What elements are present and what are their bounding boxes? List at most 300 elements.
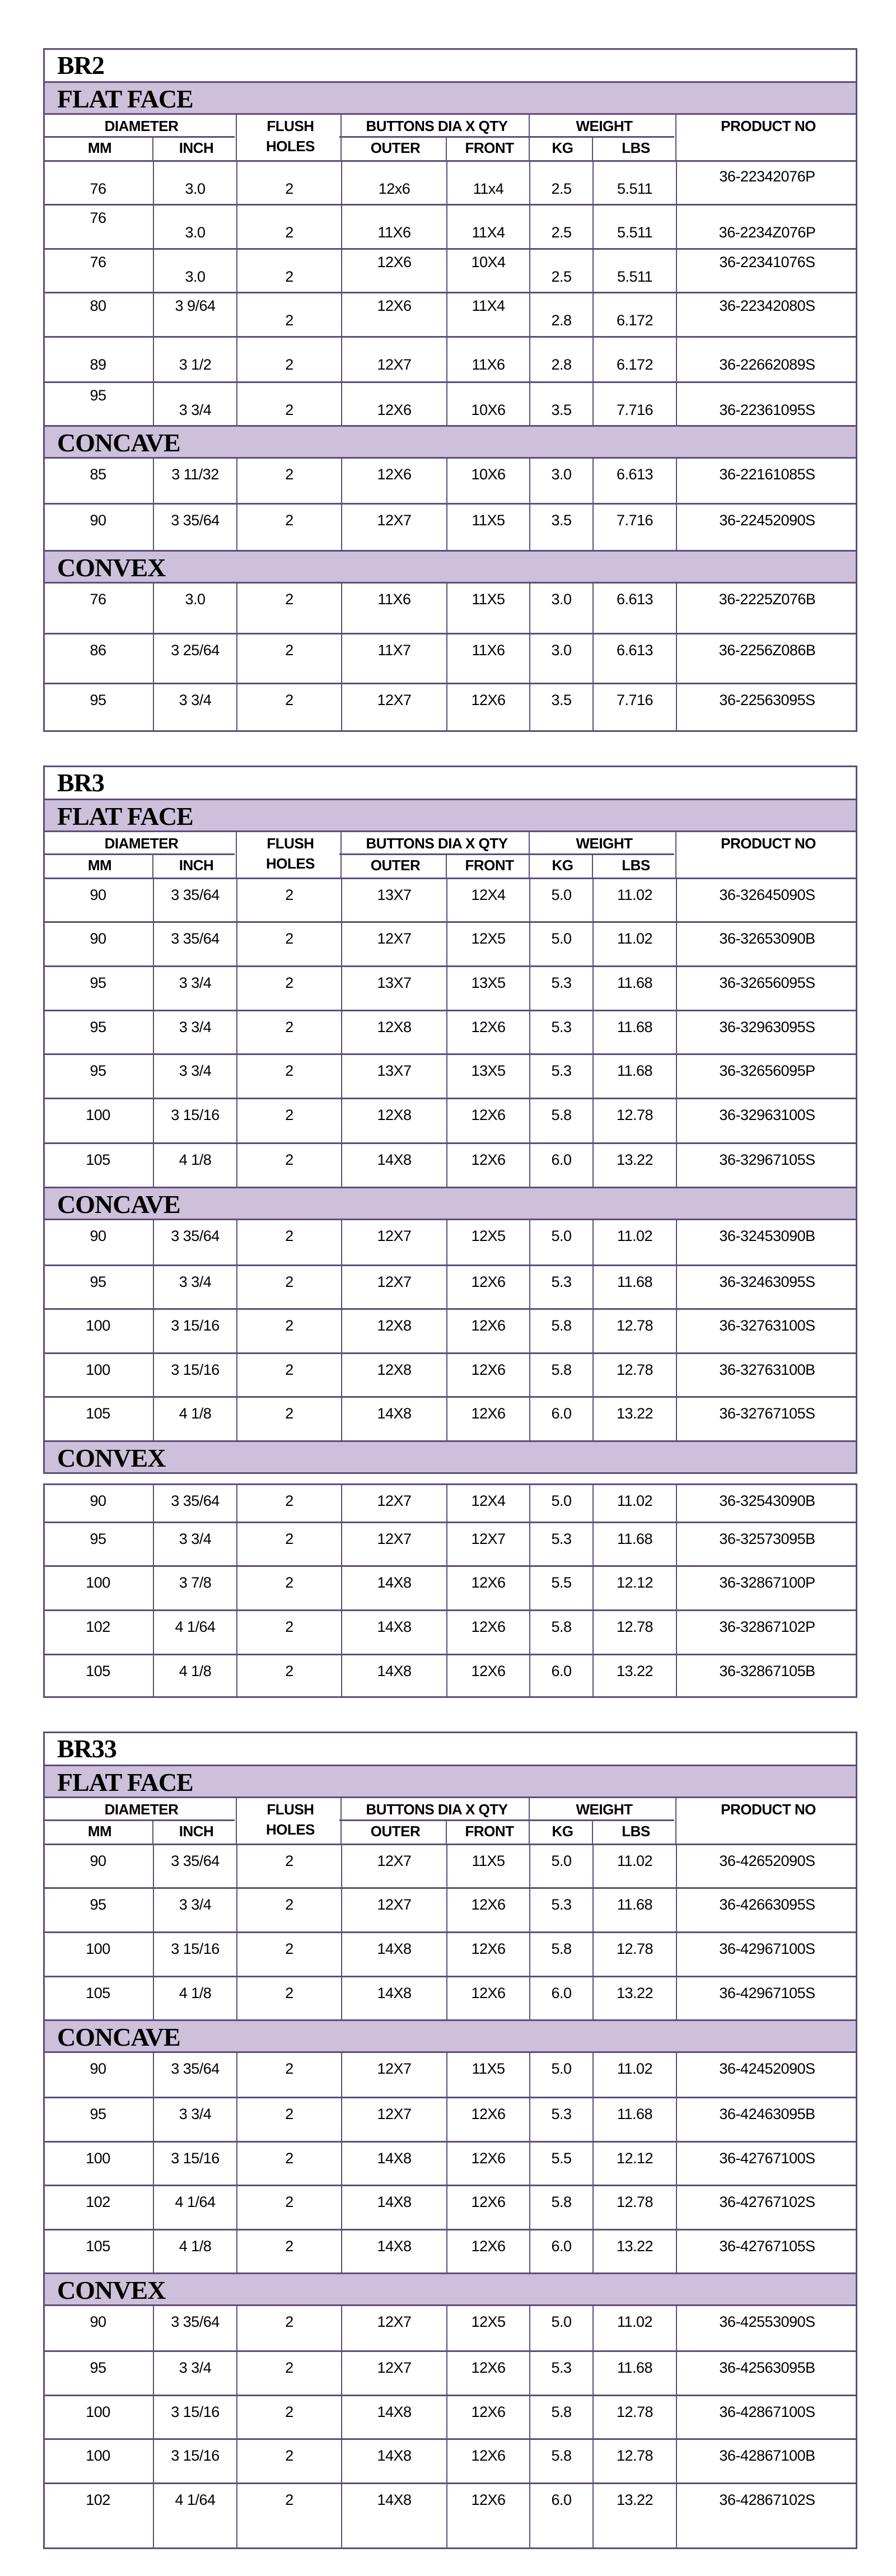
- cell-flush-holes: 2: [236, 1933, 341, 1976]
- column-header: [43, 832, 857, 878]
- cell-inch: 3.0: [153, 584, 236, 633]
- cell-lbs: 12.12: [592, 2143, 676, 2185]
- header-divider: [339, 136, 528, 138]
- cell-product-no: 36-22361095S: [676, 383, 857, 425]
- cell-outer: 12X6: [341, 250, 446, 292]
- cell-lbs: 12.78: [592, 1933, 676, 1976]
- cell-inch: 3 15/16: [153, 1933, 236, 1976]
- cell-front: 11X5: [446, 505, 529, 550]
- cell-kg: 5.8: [529, 2440, 592, 2482]
- cell-front: 13X5: [446, 967, 529, 1010]
- cell-inch: 3 3/4: [153, 967, 236, 1010]
- cell-product-no: 36-32867100P: [676, 1567, 857, 1609]
- cell-lbs: 11.68: [592, 2098, 676, 2141]
- cell-product-no: 36-22563095S: [676, 684, 857, 730]
- section-band-convex: [43, 2272, 857, 2306]
- cell-front: 12X6: [446, 1398, 529, 1440]
- cell-outer: 12X7: [341, 2053, 446, 2097]
- cell-outer: 14X8: [341, 2440, 446, 2482]
- table-row: [43, 2482, 857, 2549]
- cell-mm: 100: [86, 1107, 110, 1123]
- cell-outer: 14X8: [341, 1567, 446, 1609]
- cell-outer: 12X7: [341, 2098, 446, 2141]
- cell-mm: 90: [90, 930, 106, 947]
- cell-inch: 3 3/4: [153, 1889, 236, 1931]
- cell-flush-holes: 2: [236, 1523, 341, 1565]
- cell-flush-holes: 2: [236, 2230, 341, 2272]
- cell-product-no: 36-32453090B: [676, 1220, 857, 1264]
- cell-kg: 5.5: [529, 1567, 592, 1609]
- cell-outer: 13X7: [341, 967, 446, 1010]
- cell-product-no: 36-42463095B: [676, 2098, 857, 2141]
- cell-flush-holes: 2: [236, 1485, 341, 1522]
- cell-front: 12X6: [446, 1310, 529, 1352]
- cell-inch: 4 1/8: [153, 1398, 236, 1440]
- cell-flush-holes: 2: [236, 1310, 341, 1352]
- table-row: [43, 459, 857, 503]
- cell-mm: 95: [90, 387, 106, 404]
- cell-flush-holes: 2: [236, 634, 341, 683]
- cell-inch: 3 35/64: [153, 923, 236, 965]
- header-divider: [339, 1819, 528, 1821]
- cell-mm: 102: [86, 2491, 110, 2508]
- header-mm: MM: [87, 1823, 112, 1840]
- table-row: [43, 381, 857, 425]
- cell-outer: 14X8: [341, 1655, 446, 1696]
- header-lbs: LBS: [622, 857, 650, 874]
- cell-inch: 3 3/4: [153, 1523, 236, 1565]
- cell-outer: 11X6: [341, 584, 446, 633]
- header-weight: WEIGHT: [576, 1801, 633, 1818]
- header-divider: [446, 855, 447, 878]
- cell-product-no: 36-32656095S: [676, 967, 857, 1010]
- cell-front: 11X4: [446, 293, 529, 336]
- cell-flush-holes: 2: [236, 2186, 341, 2229]
- cell-front: 11x4: [446, 162, 529, 204]
- cell-inch: 4 1/64: [153, 1611, 236, 1654]
- table-row: [43, 2053, 857, 2097]
- cell-flush-holes: 2: [236, 505, 341, 550]
- table-title-row: [43, 766, 857, 799]
- cell-front: 12X6: [446, 1567, 529, 1609]
- cell-inch: 3 15/16: [153, 1354, 236, 1396]
- cell-lbs: 12.78: [592, 2396, 676, 2438]
- cell-front: 12X6: [446, 2396, 529, 2438]
- header-front: FRONT: [465, 139, 514, 156]
- cell-flush-holes: 2: [236, 162, 341, 204]
- table-row: [43, 1654, 857, 1698]
- cell-kg: 2.8: [529, 338, 592, 381]
- cell-flush-holes: 2: [236, 2352, 341, 2395]
- table-row: [43, 584, 857, 633]
- spec-table-br3: [43, 766, 857, 1698]
- header-divider: [446, 1821, 447, 1844]
- header-divider: [528, 853, 674, 855]
- cell-outer: 12X7: [341, 684, 446, 730]
- cell-inch: 3 1/2: [153, 338, 236, 381]
- section-band-concave: [43, 425, 857, 459]
- cell-kg: 3.5: [529, 505, 592, 550]
- cell-mm: 90: [90, 886, 106, 903]
- cell-product-no: 36-2234Z076P: [676, 206, 857, 248]
- cell-front: 11X5: [446, 1845, 529, 1887]
- header-flush: FLUSH: [267, 1801, 314, 1818]
- cell-lbs: 13.22: [592, 1398, 676, 1440]
- cell-inch: 3 3/4: [153, 1266, 236, 1308]
- cell-product-no: 36-32867102P: [676, 1611, 857, 1654]
- section-band-convex: [43, 550, 857, 584]
- cell-front: 12X6: [446, 1144, 529, 1187]
- cell-flush-holes: 2: [236, 584, 341, 633]
- cell-lbs: 13.22: [592, 1144, 676, 1187]
- cell-outer: 12X7: [341, 1485, 446, 1522]
- table-title: BR2: [57, 51, 104, 80]
- cell-flush-holes: 2: [236, 923, 341, 965]
- cell-front: 12X6: [446, 2230, 529, 2272]
- cell-inch: 3 15/16: [153, 1310, 236, 1352]
- table-title: BR3: [57, 768, 104, 797]
- cell-front: 12X6: [446, 2186, 529, 2229]
- table-row: [43, 1565, 857, 1609]
- cell-front: 11X6: [446, 338, 529, 381]
- section-band-flat-face: [43, 799, 857, 832]
- header-kg: KG: [552, 1823, 573, 1840]
- cell-outer: 12X7: [341, 1523, 446, 1565]
- cell-lbs: 6.613: [592, 584, 676, 633]
- cell-kg: 5.3: [529, 1889, 592, 1931]
- cell-kg: 6.0: [529, 1398, 592, 1440]
- cell-mm: 95: [90, 2359, 106, 2376]
- cell-outer: 12X8: [341, 1354, 446, 1396]
- table-row: [43, 683, 857, 732]
- cell-kg: 5.3: [529, 2098, 592, 2141]
- cell-inch: 3 35/64: [153, 505, 236, 550]
- table-row: [43, 1010, 857, 1053]
- cell-mm: 90: [90, 512, 106, 529]
- cell-product-no: 36-22161085S: [676, 459, 857, 503]
- cell-kg: 5.3: [529, 1055, 592, 1098]
- cell-outer: 12X7: [341, 1266, 446, 1308]
- cell-lbs: 5.511: [592, 250, 676, 292]
- cell-product-no: 36-42967100S: [676, 1933, 857, 1976]
- cell-lbs: 13.22: [592, 2484, 676, 2547]
- cell-front: 12X6: [446, 1933, 529, 1976]
- cell-mm: 95: [90, 1530, 106, 1547]
- table-row: [43, 633, 857, 683]
- table-row: [43, 2229, 857, 2272]
- cell-outer: 12X7: [341, 1889, 446, 1931]
- table-title: BR33: [57, 1734, 116, 1763]
- table-row: [43, 1522, 857, 1565]
- cell-product-no: 36-22662089S: [676, 338, 857, 381]
- table-row: [43, 1352, 857, 1396]
- section-title: CONVEX: [57, 553, 166, 582]
- cell-kg: 5.0: [529, 1845, 592, 1887]
- cell-inch: 3 35/64: [153, 2306, 236, 2350]
- cell-outer: 12X7: [341, 1220, 446, 1264]
- header-kg: KG: [552, 857, 573, 874]
- cell-lbs: 11.02: [592, 2306, 676, 2350]
- cell-mm: 85: [90, 466, 106, 483]
- cell-kg: 2.8: [529, 293, 592, 336]
- table-row: [43, 1053, 857, 1098]
- header-divider: [152, 1821, 153, 1844]
- header-weight: WEIGHT: [576, 118, 633, 134]
- table-row: [43, 503, 857, 550]
- cell-kg: 6.0: [529, 2230, 592, 2272]
- section-title: CONVEX: [57, 2276, 166, 2304]
- cell-outer: 14X8: [341, 2484, 446, 2547]
- header-divider: [446, 137, 447, 160]
- cell-kg: 2.5: [529, 162, 592, 204]
- cell-lbs: 12.78: [592, 2440, 676, 2482]
- cell-outer: 12X6: [341, 383, 446, 425]
- section-title: CONCAVE: [57, 428, 180, 457]
- cell-product-no: 36-32963100S: [676, 1099, 857, 1142]
- header-product-no: PRODUCT NO: [721, 835, 816, 852]
- cell-mm: 105: [86, 2238, 110, 2255]
- cell-lbs: 11.68: [592, 1266, 676, 1308]
- header-holes: HOLES: [265, 1821, 315, 1838]
- table-row: [43, 2350, 857, 2395]
- cell-front: 12X7: [446, 1523, 529, 1565]
- cell-front: 12X6: [446, 2352, 529, 2395]
- cell-product-no: 36-32763100B: [676, 1354, 857, 1396]
- table-row: [43, 965, 857, 1010]
- cell-mm: 95: [90, 1062, 106, 1079]
- header-inch: INCH: [179, 1823, 214, 1840]
- cell-flush-holes: 2: [236, 2484, 341, 2547]
- cell-product-no: 36-42867100S: [676, 2396, 857, 2438]
- column-header: [43, 1798, 857, 1844]
- header-divider: [339, 853, 528, 855]
- cell-mm: 95: [90, 2106, 106, 2122]
- cell-product-no: 36-32767105S: [676, 1398, 857, 1440]
- header-buttons: BUTTONS DIA X QTY: [366, 118, 508, 134]
- cell-mm: 102: [86, 1618, 110, 1635]
- cell-outer: 13X7: [341, 879, 446, 921]
- header-flush: FLUSH: [267, 118, 314, 134]
- cell-kg: 5.8: [529, 1933, 592, 1976]
- cell-outer: 14X8: [341, 2186, 446, 2229]
- cell-front: 12X6: [446, 2098, 529, 2141]
- cell-flush-holes: 2: [236, 1611, 341, 1654]
- spec-table-br2: [43, 48, 857, 732]
- cell-flush-holes: 2: [236, 1144, 341, 1187]
- section-title: CONCAVE: [57, 1190, 180, 1219]
- cell-mm: 102: [86, 2194, 110, 2210]
- cell-mm: 76: [90, 209, 106, 226]
- header-divider: [675, 115, 676, 160]
- section-band-concave: [43, 1187, 857, 1220]
- cell-front: 10X4: [446, 250, 529, 292]
- column-header: [43, 115, 857, 160]
- cell-outer: 14X8: [341, 2230, 446, 2272]
- cell-front: 12X6: [446, 2440, 529, 2482]
- cell-product-no: 36-22342080S: [676, 293, 857, 336]
- header-inch: INCH: [179, 139, 214, 156]
- section-band-flat-face: [43, 1765, 857, 1798]
- table-row: [43, 1220, 857, 1264]
- cell-front: 12X6: [446, 684, 529, 730]
- cell-product-no: 36-42563095B: [676, 2352, 857, 2395]
- table-row: [43, 160, 857, 204]
- cell-kg: 5.0: [529, 879, 592, 921]
- cell-front: 12X6: [446, 1977, 529, 2019]
- cell-front: 12X6: [446, 1011, 529, 1053]
- cell-front: 12X5: [446, 1220, 529, 1264]
- cell-kg: 5.8: [529, 1611, 592, 1654]
- cell-product-no: 36-32763100S: [676, 1310, 857, 1352]
- cell-inch: 3 3/4: [153, 2352, 236, 2395]
- cell-kg: 5.8: [529, 1354, 592, 1396]
- cell-mm: 100: [86, 1940, 110, 1957]
- cell-flush-holes: 2: [236, 1011, 341, 1053]
- cell-outer: 14X8: [341, 1144, 446, 1187]
- table-row: [43, 878, 857, 921]
- cell-flush-holes: 2: [236, 1567, 341, 1609]
- table-row: [43, 248, 857, 292]
- section-title: FLAT FACE: [57, 85, 193, 113]
- cell-outer: 11X7: [341, 634, 446, 683]
- cell-kg: 5.0: [529, 923, 592, 965]
- header-front: FRONT: [465, 857, 514, 874]
- cell-flush-holes: 2: [236, 2098, 341, 2141]
- cell-flush-holes: 2: [236, 1398, 341, 1440]
- cell-lbs: 11.68: [592, 1055, 676, 1098]
- cell-mm: 95: [90, 974, 106, 991]
- cell-front: 12X4: [446, 1485, 529, 1522]
- section-title: CONCAVE: [57, 2023, 180, 2051]
- table-row: [43, 2097, 857, 2141]
- section-title: CONVEX: [57, 1444, 166, 1472]
- cell-mm: 95: [90, 1896, 106, 1913]
- cell-inch: 4 1/8: [153, 1977, 236, 2019]
- cell-front: 12X6: [446, 1655, 529, 1696]
- cell-lbs: 11.02: [592, 879, 676, 921]
- cell-lbs: 11.02: [592, 1485, 676, 1522]
- cell-mm: 76: [90, 591, 106, 608]
- cell-kg: 6.0: [529, 1144, 592, 1187]
- cell-lbs: 12.78: [592, 1354, 676, 1396]
- cell-kg: 6.0: [529, 1977, 592, 2019]
- cell-outer: 13X7: [341, 1055, 446, 1098]
- cell-product-no: 36-42867102S: [676, 2484, 857, 2547]
- cell-outer: 12X8: [341, 1011, 446, 1053]
- header-divider: [592, 1821, 593, 1844]
- cell-lbs: 5.511: [592, 162, 676, 204]
- table-row: [43, 2141, 857, 2185]
- cell-kg: 5.0: [529, 2053, 592, 2097]
- cell-front: 12X6: [446, 2484, 529, 2547]
- header-buttons: BUTTONS DIA X QTY: [366, 1801, 508, 1818]
- table-row: [43, 1264, 857, 1308]
- cell-front: 12X5: [446, 923, 529, 965]
- cell-flush-holes: 2: [236, 250, 341, 292]
- header-divider: [236, 1798, 237, 1844]
- cell-lbs: 6.613: [592, 634, 676, 683]
- cell-inch: 3 3/4: [153, 2098, 236, 2141]
- cell-flush-holes: 2: [236, 1889, 341, 1931]
- cell-lbs: 7.716: [592, 383, 676, 425]
- cell-lbs: 12.78: [592, 1310, 676, 1352]
- cell-lbs: 6.172: [592, 293, 676, 336]
- table-row: [43, 1976, 857, 2019]
- cell-outer: 14X8: [341, 1611, 446, 1654]
- cell-inch: 4 1/64: [153, 2186, 236, 2229]
- table-row: [43, 2306, 857, 2350]
- cell-front: 11X5: [446, 584, 529, 633]
- cell-flush-holes: 2: [236, 2143, 341, 2185]
- cell-product-no: 36-42553090S: [676, 2306, 857, 2350]
- cell-mm: 90: [90, 1852, 106, 1869]
- cell-front: 12X6: [446, 1099, 529, 1142]
- cell-inch: 3 9/64: [153, 293, 236, 336]
- header-lbs: LBS: [622, 1823, 650, 1840]
- cell-inch: 3.0: [153, 206, 236, 248]
- cell-flush-holes: 2: [236, 967, 341, 1010]
- cell-inch: 3 15/16: [153, 1099, 236, 1142]
- cell-kg: 5.0: [529, 2306, 592, 2350]
- cell-mm: 100: [86, 2150, 110, 2167]
- table-row: [43, 1308, 857, 1352]
- cell-product-no: 36-32963095S: [676, 1011, 857, 1053]
- cell-flush-holes: 2: [236, 1655, 341, 1696]
- cell-kg: 5.8: [529, 2396, 592, 2438]
- table-row: [43, 1396, 857, 1440]
- cell-inch: 3 3/4: [153, 383, 236, 425]
- header-mm: MM: [87, 139, 112, 156]
- cell-flush-holes: 2: [236, 2440, 341, 2482]
- table-row: [43, 1931, 857, 1976]
- header-lbs: LBS: [622, 139, 650, 156]
- cell-outer: 12X6: [341, 293, 446, 336]
- cell-mm: 105: [86, 1151, 110, 1168]
- cell-inch: 4 1/8: [153, 2230, 236, 2272]
- cell-lbs: 7.716: [592, 505, 676, 550]
- cell-kg: 5.5: [529, 2143, 592, 2185]
- cell-mm: 95: [90, 1019, 106, 1035]
- cell-mm: 100: [86, 1317, 110, 1334]
- table-row: [43, 1844, 857, 1887]
- cell-product-no: 36-32656095P: [676, 1055, 857, 1098]
- cell-mm: 89: [90, 356, 106, 373]
- cell-flush-holes: 2: [236, 383, 341, 425]
- cell-lbs: 11.02: [592, 2053, 676, 2097]
- cell-inch: 4 1/8: [153, 1655, 236, 1696]
- cell-lbs: 12.78: [592, 1099, 676, 1142]
- cell-mm: 80: [90, 297, 106, 314]
- cell-product-no: 36-32967105S: [676, 1144, 857, 1187]
- cell-inch: 3 35/64: [153, 1845, 236, 1887]
- cell-flush-holes: 2: [236, 879, 341, 921]
- header-mm: MM: [87, 857, 112, 874]
- header-divider: [528, 136, 674, 138]
- cell-lbs: 11.68: [592, 2352, 676, 2395]
- cell-flush-holes: 2: [236, 1845, 341, 1887]
- header-outer: OUTER: [370, 139, 421, 156]
- cell-product-no: 36-42867100B: [676, 2440, 857, 2482]
- cell-mm: 76: [90, 254, 106, 270]
- cell-outer: 12X7: [341, 1845, 446, 1887]
- table-row: [43, 1098, 857, 1142]
- cell-product-no: 36-42452090S: [676, 2053, 857, 2097]
- cell-kg: 5.3: [529, 967, 592, 1010]
- cell-lbs: 11.02: [592, 923, 676, 965]
- section-title: FLAT FACE: [57, 1768, 193, 1796]
- header-divider: [45, 136, 235, 138]
- cell-flush-holes: 2: [236, 2306, 341, 2350]
